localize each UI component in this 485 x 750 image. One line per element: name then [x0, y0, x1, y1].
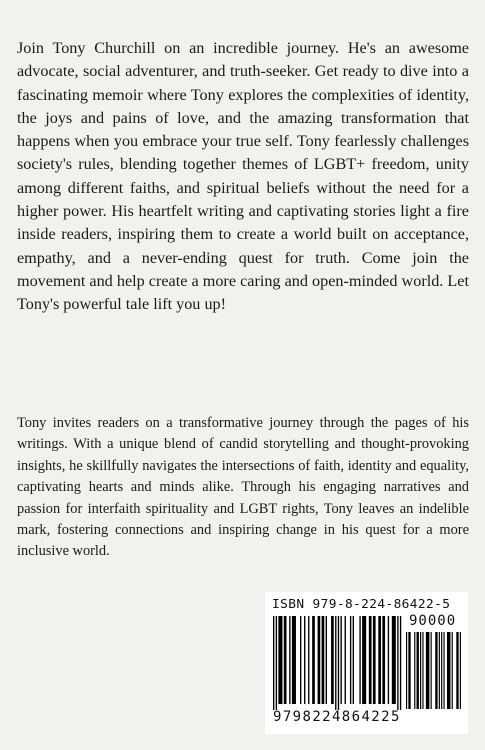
- barcode-bar: [322, 616, 325, 704]
- barcode-bar: [335, 616, 336, 710]
- barcode-bar: [284, 616, 287, 704]
- barcode-bar: [460, 632, 461, 709]
- barcode-bar: [304, 616, 305, 704]
- barcode-bar: [359, 616, 360, 704]
- barcode-bar: [420, 632, 421, 709]
- barcode-bar: [300, 616, 301, 704]
- barcode-bar: [417, 632, 419, 709]
- barcode-bar: [369, 616, 372, 704]
- barcode-bar: [318, 616, 321, 704]
- barcode-bar: [435, 632, 437, 709]
- isbn-number: ISBN 979-8-224-86422-5: [272, 597, 451, 612]
- barcode-bar: [406, 632, 407, 709]
- barcode-bar: [447, 632, 451, 709]
- book-description: Join Tony Churchill on an incredible journey. He's an awesome advocate, social adventurer, and truth-seeker. Get ready to dive into a fascinating memoir where Tony explores the complexities of identity, the joys and pains of love, and the amazing transformation that happens when you embrace your true self. Tony fearlessly challenges society's rules, blending together themes of LGBT+ freedom, unity among different faiths, and spiritual beliefs without the need for a higher power. His heartfelt writing and captivating stories light a fire inside readers, inspiring them to create a world built on acceptance, empathy, and a never-ending quest for truth. Come join the movement and help create a more caring and open-minded world. Let Tony's powerful tale lift you up!: [17, 39, 469, 314]
- barcode-bar: [341, 616, 342, 704]
- ean-digits: 9798224864225: [273, 709, 401, 725]
- barcode-bar: [408, 632, 410, 709]
- barcode-bar: [345, 616, 346, 704]
- barcode-bar: [378, 616, 381, 704]
- barcode-bar: [422, 632, 423, 709]
- barcode-bar: [276, 616, 277, 710]
- barcode-bar: [397, 616, 398, 710]
- barcode-bar: [414, 632, 415, 709]
- barcode-bar: [388, 616, 389, 704]
- barcode-bar: [392, 616, 396, 704]
- barcode-bar: [273, 616, 274, 710]
- barcode-bar: [331, 616, 334, 704]
- barcode-bar: [308, 616, 309, 704]
- barcode-bar: [326, 616, 327, 704]
- barcode-bar: [373, 616, 376, 704]
- barcode-bar: [426, 632, 430, 709]
- isbn-barcode: [265, 592, 468, 734]
- barcode-bar: [382, 616, 385, 704]
- barcode-bar: [400, 616, 401, 710]
- barcode-bar: [292, 616, 296, 704]
- barcode-bar: [456, 632, 458, 709]
- barcode-bar: [452, 632, 453, 709]
- barcode-bar: [431, 632, 432, 709]
- barcode-bar: [441, 632, 442, 709]
- price-addon-code: 90000: [409, 613, 457, 629]
- barcode-bar: [312, 616, 315, 704]
- barcode-bar: [353, 616, 354, 704]
- barcode-bar: [338, 616, 339, 710]
- barcode-bar: [278, 616, 282, 704]
- barcode-bar: [362, 616, 366, 704]
- barcode-bar: [443, 632, 444, 709]
- barcode-bar: [289, 616, 290, 704]
- barcode-bar: [439, 632, 440, 709]
- author-summary: Tony invites readers on a transformative journey through the pages of his writings. With a unique blend of candid storytelling and thought-provoking insights, he skillfully navigates the intersections of faith, identity and equality, captivating hearts and minds alike. Through his engaging narratives and passion for interfaith spirituality and LGBT rights, Tony leaves an indelible mark, fostering connections and inspiring change in his quest for a more inclusive world.: [17, 415, 469, 560]
- barcode-bar: [350, 616, 351, 704]
